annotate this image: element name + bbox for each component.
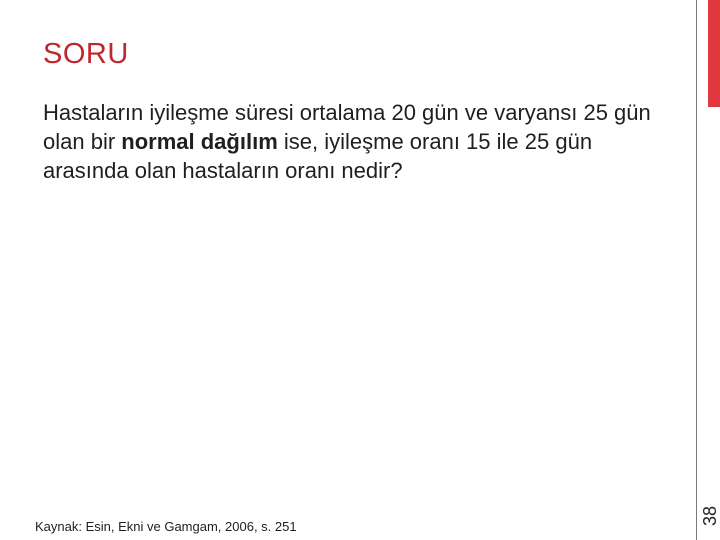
question-text-part2: ise, iyileşme oranı 15 ile 25 gün arasında olan hastaların oranı nedir? xyxy=(43,129,593,183)
page-number: 38 xyxy=(700,505,720,527)
side-accent-bar xyxy=(708,0,720,107)
side-divider-line xyxy=(696,0,697,540)
question-text xyxy=(43,98,673,185)
slide-title: SORU xyxy=(43,38,129,70)
question-text-bold: normal dağılım xyxy=(121,129,278,154)
question-text-part1: Hastaların iyileşme süresi ortalama 20 gün ve varyansı 25 gün olan bir xyxy=(43,100,651,154)
source-citation: Kaynak: Esin, Ekni ve Gamgam, 2006, s. 251 xyxy=(35,519,297,534)
